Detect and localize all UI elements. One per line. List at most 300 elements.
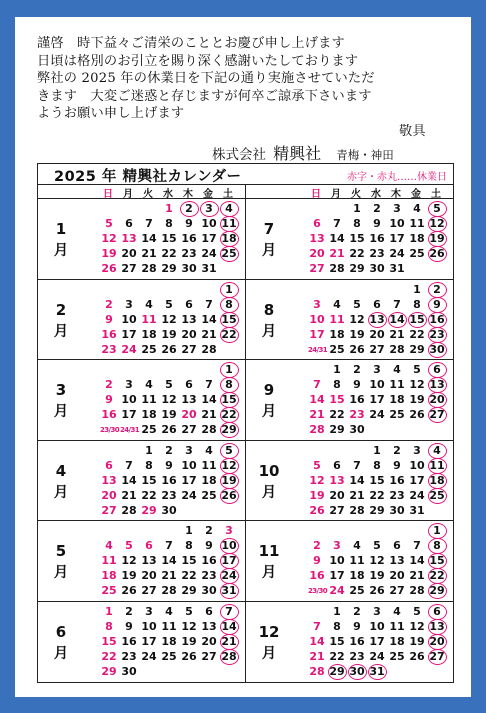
- holiday-date-circled: 9: [428, 298, 446, 312]
- holiday-date-circled: 31: [221, 584, 237, 597]
- calendar-date: 20: [309, 247, 325, 260]
- holiday-date-circled: 13: [429, 378, 445, 391]
- calendar-date: 25: [409, 247, 425, 260]
- calendar-date: 7: [205, 378, 213, 391]
- calendar-date: 16: [389, 473, 405, 487]
- calendar-date: 12: [369, 554, 385, 567]
- calendar-date: 15: [369, 473, 385, 487]
- month-number: 11: [258, 542, 280, 560]
- calendar-date: 7: [205, 297, 213, 311]
- calendar-date: 28: [409, 584, 425, 597]
- calendar-date: 19: [161, 327, 177, 341]
- calendar-date: 9: [165, 458, 173, 472]
- calendar-date: 22: [181, 569, 197, 582]
- calendar-date: 24: [389, 247, 405, 260]
- holiday-date-circled: 15: [221, 312, 237, 326]
- calendar-date: 16: [201, 554, 217, 567]
- calendar-date: 1: [165, 202, 173, 215]
- calendar-date: 26: [101, 262, 117, 275]
- calendar-date: 28: [309, 423, 325, 436]
- month-unit: 月: [53, 404, 69, 420]
- calendar-date: 21: [409, 569, 425, 582]
- calendar-date: 2: [353, 604, 361, 618]
- calendar-date: 24: [141, 649, 157, 663]
- calendar-date: 19: [349, 327, 365, 341]
- calendar-date: 10: [329, 554, 345, 567]
- greeting-line: きます 大変ご迷惑と存じますが何卒ご諒承下さいます: [37, 88, 372, 104]
- calendar-date: 27: [181, 423, 197, 436]
- calendar-date: 14: [309, 393, 325, 406]
- holiday-date-circled: 24: [221, 569, 237, 582]
- calendar-date: 28: [329, 262, 345, 275]
- calendar-date: 22: [101, 649, 117, 663]
- calendar-date: 5: [165, 297, 173, 311]
- calendar-date: 16: [309, 569, 325, 582]
- month-number: 6: [55, 622, 67, 641]
- calendar-date: 5: [353, 297, 361, 311]
- calendar-date: 20: [329, 488, 345, 502]
- calendar-date: 25: [141, 342, 157, 356]
- greeting-letter: [37, 35, 457, 139]
- calendar-date: 21: [349, 488, 365, 502]
- holiday-date-circled: 5: [428, 202, 446, 216]
- calendar-date: 29: [161, 262, 177, 275]
- corp-prefix: 株式会社: [212, 147, 266, 163]
- calendar-date: 22: [349, 247, 365, 260]
- calendar-date: 4: [105, 539, 113, 552]
- calendar-date: 3: [393, 202, 401, 215]
- calendar-date: 6: [205, 604, 213, 618]
- calendar-date: 11: [101, 554, 117, 567]
- month-number: 7: [263, 220, 275, 238]
- calendar-date: 6: [125, 217, 133, 230]
- calendar-date: 25: [329, 342, 345, 356]
- month-number: 2: [55, 300, 67, 319]
- calendar-date: 3: [145, 604, 153, 618]
- holiday-date-circled: 22: [221, 327, 237, 341]
- calendar-date: 27: [101, 503, 117, 517]
- calendar-date: 13: [309, 232, 325, 245]
- month-block: [246, 521, 453, 602]
- calendar-date: 12: [349, 312, 365, 326]
- calendar-date: 9: [185, 217, 193, 230]
- weekday-label: 金: [203, 189, 213, 200]
- calendar-date: 8: [413, 297, 421, 311]
- month-number: 9: [263, 381, 275, 399]
- month-block: [246, 441, 453, 522]
- calendar-date: 12: [309, 473, 325, 487]
- holiday-date-circled: 29: [329, 664, 345, 678]
- holiday-date-circled: 13: [429, 619, 445, 633]
- weekday-label: 日: [311, 189, 321, 200]
- calendar-date: 5: [413, 604, 421, 618]
- calendar-date: 29: [141, 503, 157, 517]
- calendar-date: 18: [201, 473, 217, 487]
- company-signature: [212, 141, 394, 164]
- calendar-date: 27: [309, 262, 325, 275]
- holiday-date-circled: 18: [429, 473, 445, 487]
- calendar-date: 8: [353, 217, 361, 230]
- month-unit: 月: [261, 645, 277, 662]
- calendar-date: 12: [409, 378, 425, 391]
- holiday-date-circled: 5: [220, 444, 238, 458]
- holiday-date-circled: 1: [220, 363, 238, 377]
- holiday-date-circled: 3: [200, 202, 218, 216]
- month-label: [258, 460, 280, 504]
- calendar-date: 24: [201, 247, 217, 260]
- calendar-date: 16: [101, 327, 117, 341]
- calendar-date: 21: [121, 488, 137, 502]
- calendar-date: 4: [393, 363, 401, 376]
- holiday-date-circled: 8: [220, 378, 238, 392]
- calendar-date: 17: [121, 327, 137, 341]
- calendar-date: 9: [373, 217, 381, 230]
- calendar-date: 21: [329, 247, 345, 260]
- calendar-date: 14: [201, 393, 217, 406]
- calendar-date: 20: [121, 247, 137, 260]
- calendar-date: 22: [141, 488, 157, 502]
- holiday-legend: 赤字・赤丸……休業日: [347, 172, 447, 183]
- calendar-date: 6: [333, 458, 341, 472]
- calendar-date: 23: [349, 649, 365, 663]
- month-block: [38, 360, 245, 441]
- calendar-date: 17: [369, 393, 385, 406]
- calendar-date: 27: [389, 584, 405, 597]
- holiday-date-circled: 16: [429, 312, 445, 326]
- calendar-date: 14: [201, 312, 217, 326]
- calendar-date: 11: [389, 619, 405, 633]
- month-unit: 月: [53, 243, 69, 259]
- holiday-date-circled: 21: [221, 634, 237, 648]
- holiday-date-circled: 22: [429, 569, 445, 582]
- calendar-date: 28: [349, 503, 365, 517]
- calendar-date: 27: [141, 584, 157, 597]
- month-block: [38, 602, 245, 683]
- calendar-date: 17: [141, 634, 157, 648]
- calendar-date: 15: [181, 554, 197, 567]
- holiday-date-circled: 15: [429, 554, 445, 567]
- month-unit: 月: [53, 645, 69, 662]
- calendar-date: 18: [349, 569, 365, 582]
- month-label: [50, 299, 72, 343]
- calendar-date: 22: [369, 488, 385, 502]
- calendar-date: 25: [389, 649, 405, 663]
- calendar-date: 31: [409, 503, 425, 517]
- holiday-date-circled: 6: [428, 363, 446, 377]
- calendar-date: 10: [409, 458, 425, 472]
- calendar-date: 26: [121, 584, 137, 597]
- calendar-date: 19: [121, 569, 137, 582]
- calendar-date: 1: [185, 524, 193, 537]
- calendar-date: 25: [201, 488, 217, 502]
- calendar-date: 11: [409, 217, 425, 230]
- calendar-date: 8: [105, 619, 113, 633]
- weekday-header: [38, 185, 245, 199]
- calendar-date: 14: [121, 473, 137, 487]
- greeting-line: 弊社の 2025 年の休業日を下記の通り実施させていただ: [37, 71, 375, 87]
- calendar-date: 25: [349, 584, 365, 597]
- calendar-date: 13: [101, 473, 117, 487]
- month-block: [246, 602, 453, 683]
- calendar-date: 8: [185, 539, 193, 552]
- calendar-date: 6: [185, 297, 193, 311]
- month-number: 1: [55, 220, 67, 238]
- calendar-date: 11: [141, 393, 157, 406]
- calendar-date: 5: [105, 217, 113, 230]
- calendar-date: 19: [369, 569, 385, 582]
- calendar-date: 7: [165, 539, 173, 552]
- holiday-date-circled: 7: [220, 605, 238, 619]
- month-label: [258, 540, 280, 584]
- calendar-date: 15: [329, 393, 345, 406]
- calendar-date: 14: [329, 232, 345, 245]
- calendar-date: 21: [389, 327, 405, 341]
- month-number: 12: [258, 622, 280, 641]
- weekday-label: 土: [223, 189, 233, 200]
- holiday-date-circled: 26: [221, 488, 237, 502]
- calendar-header: [38, 164, 453, 185]
- calendar-date: 11: [329, 312, 345, 326]
- calendar-date: 21: [309, 649, 325, 663]
- calendar-date: 8: [165, 217, 173, 230]
- holiday-date-circled: 27: [429, 649, 445, 663]
- calendar-date: 23: [101, 342, 117, 356]
- holiday-date-circled: 14: [221, 619, 237, 633]
- weekday-label: 木: [391, 189, 401, 200]
- calendar-date: 19: [409, 393, 425, 406]
- calendar-date: 4: [333, 297, 341, 311]
- greeting-line: 日頃は格別のお引立を賜り深く感謝いたしております: [37, 53, 359, 69]
- calendar-right-column: [246, 185, 453, 682]
- calendar-date: 22: [161, 247, 177, 260]
- calendar-date: 30: [181, 262, 197, 275]
- calendar-date: 24/31: [308, 345, 328, 354]
- calendar-date: 3: [333, 539, 341, 552]
- calendar-date: 22: [329, 408, 345, 421]
- calendar-date: 13: [181, 312, 197, 326]
- calendar-date: 26: [181, 649, 197, 663]
- calendar-date: 24: [329, 584, 345, 597]
- calendar-date: 12: [409, 619, 425, 633]
- holiday-date-circled: 1: [428, 524, 446, 538]
- calendar-date: 20: [141, 569, 157, 582]
- holiday-date-circled: 20: [429, 634, 445, 648]
- calendar-date: 4: [393, 604, 401, 618]
- calendar-date: 28: [389, 342, 405, 356]
- calendar-date: 17: [389, 232, 405, 245]
- calendar-date: 30: [161, 503, 177, 517]
- calendar-date: 6: [313, 217, 321, 230]
- calendar-date: 8: [333, 619, 341, 633]
- month-block: [38, 441, 245, 522]
- weekday-label: 火: [351, 189, 361, 200]
- company-name: 精興社: [273, 144, 322, 163]
- weekday-label: 木: [183, 189, 193, 200]
- holiday-date-circled: 22: [221, 408, 237, 421]
- calendar-date: 13: [329, 473, 345, 487]
- calendar-date: 19: [161, 408, 177, 421]
- month-block: [38, 521, 245, 602]
- calendar-date: 9: [125, 619, 133, 633]
- month-number: 5: [55, 542, 67, 560]
- calendar-date: 7: [333, 217, 341, 230]
- calendar-date: 30: [389, 503, 405, 517]
- calendar-date: 24: [409, 488, 425, 502]
- calendar-date: 7: [125, 458, 133, 472]
- calendar-date: 11: [161, 619, 177, 633]
- weekday-label: 火: [143, 189, 153, 200]
- calendar-date: 21: [201, 327, 217, 341]
- month-label: [258, 299, 280, 343]
- calendar-date: 25: [389, 408, 405, 421]
- calendar-date: 9: [205, 539, 213, 552]
- calendar-date: 29: [369, 503, 385, 517]
- calendar-date: 4: [353, 539, 361, 552]
- weekday-header: [246, 185, 453, 199]
- month-label: [258, 218, 280, 262]
- holiday-date-circled: 20: [429, 393, 445, 406]
- calendar-date: 7: [313, 619, 321, 633]
- calendar-date: 21: [141, 247, 157, 260]
- month-label: [50, 621, 72, 665]
- calendar-date: 6: [373, 297, 381, 311]
- calendar-date: 7: [413, 539, 421, 552]
- calendar-date: 19: [181, 634, 197, 648]
- calendar-date: 16: [181, 232, 197, 245]
- calendar-date: 13: [201, 619, 217, 633]
- holiday-date-circled: 26: [429, 247, 445, 260]
- month-unit: 月: [53, 323, 69, 340]
- calendar-date: 10: [309, 312, 325, 326]
- calendar-date: 23: [181, 247, 197, 260]
- calendar-date: 6: [185, 378, 193, 391]
- calendar-date: 10: [181, 458, 197, 472]
- calendar-date: 18: [161, 634, 177, 648]
- holiday-date-circled: 31: [369, 664, 385, 678]
- calendar-date: 20: [201, 634, 217, 648]
- calendar-date: 27: [201, 649, 217, 663]
- month-label: [50, 218, 72, 262]
- calendar-date: 20: [369, 327, 385, 341]
- calendar-date: 2: [373, 202, 381, 215]
- calendar-date: 26: [409, 408, 425, 421]
- calendar-date: 5: [313, 458, 321, 472]
- calendar-date: 24: [369, 649, 385, 663]
- calendar-date: 14: [309, 634, 325, 648]
- calendar-date: 21: [309, 408, 325, 421]
- calendar-date: 4: [205, 443, 213, 457]
- calendar-date: 3: [413, 443, 421, 457]
- calendar-date: 14: [349, 473, 365, 487]
- calendar-date: 2: [105, 378, 113, 391]
- holiday-date-circled: 1: [220, 283, 238, 297]
- calendar-date: 26: [161, 342, 177, 356]
- calendar-date: 2: [313, 539, 321, 552]
- calendar-date: 8: [145, 458, 153, 472]
- holiday-date-circled: 2: [428, 283, 446, 297]
- holiday-date-circled: 8: [428, 539, 446, 553]
- greeting-line: ようお願い申し上げます: [37, 106, 185, 122]
- weekday-label: 月: [123, 189, 133, 200]
- calendar-date: 17: [309, 327, 325, 341]
- calendar-date: 6: [393, 539, 401, 552]
- calendar-date: 16: [349, 634, 365, 648]
- holiday-date-circled: 6: [428, 605, 446, 619]
- calendar-date: 5: [373, 539, 381, 552]
- calendar-date: 14: [161, 554, 177, 567]
- calendar-date: 1: [105, 604, 113, 618]
- calendar-date: 5: [185, 604, 193, 618]
- weekday-label: 金: [411, 189, 421, 200]
- calendar-date: 10: [121, 393, 137, 406]
- calendar-date: 1: [413, 282, 421, 296]
- holiday-date-circled: 27: [429, 408, 445, 421]
- month-number: 4: [55, 461, 67, 480]
- calendar-date: 27: [329, 503, 345, 517]
- calendar-date: 15: [101, 634, 117, 648]
- calendar-date: 26: [161, 423, 177, 436]
- calendar-date: 2: [205, 524, 213, 537]
- calendar-date: 6: [105, 458, 113, 472]
- month-block: [246, 360, 453, 441]
- calendar-date: 29: [329, 423, 345, 436]
- calendar-date: 18: [329, 327, 345, 341]
- calendar-date: 8: [333, 378, 341, 391]
- calendar-date: 20: [101, 488, 117, 502]
- month-unit: 月: [261, 323, 277, 340]
- calendar-date: 31: [389, 262, 405, 275]
- calendar-date: 24: [181, 488, 197, 502]
- calendar-date: 9: [353, 378, 361, 391]
- holiday-date-circled: 28: [221, 649, 237, 663]
- calendar-date: 25: [161, 649, 177, 663]
- holiday-date-circled: 12: [221, 458, 237, 472]
- calendar-date: 28: [201, 342, 217, 356]
- holiday-date-circled: 15: [221, 393, 237, 406]
- calendar-date: 21: [161, 569, 177, 582]
- calendar-date: 27: [181, 342, 197, 356]
- calendar-left-column: [38, 185, 246, 682]
- calendar-date: 4: [145, 378, 153, 391]
- month-label: [50, 460, 72, 504]
- calendar-date: 26: [309, 503, 325, 517]
- month-unit: 月: [261, 484, 277, 501]
- holiday-date-circled: 2: [180, 202, 198, 216]
- calendar-date: 2: [353, 363, 361, 376]
- weekday-label: 水: [163, 189, 173, 200]
- calendar-date: 22: [329, 649, 345, 663]
- calendar-date: 10: [141, 619, 157, 633]
- calendar-date: 26: [369, 584, 385, 597]
- calendar-date: 25: [141, 423, 157, 436]
- holiday-date-circled: 18: [221, 232, 237, 245]
- company-locations: 青梅・神田: [336, 148, 394, 162]
- calendar-date: 20: [181, 327, 197, 341]
- holiday-date-circled: 19: [429, 232, 445, 245]
- calendar-title: 2025 年 精興社カレンダー: [54, 169, 242, 185]
- calendar-date: 16: [121, 634, 137, 648]
- holiday-date-circled: 11: [221, 217, 237, 230]
- weekday-label: 日: [103, 189, 113, 200]
- month-block: [38, 280, 245, 361]
- calendar-date: 15: [161, 232, 177, 245]
- calendar-date: 5: [165, 378, 173, 391]
- calendar-date: 15: [329, 634, 345, 648]
- calendar-date: 7: [353, 458, 361, 472]
- calendar-date: 3: [125, 378, 133, 391]
- holiday-date-circled: 4: [428, 444, 446, 458]
- calendar-date: 24/31: [120, 426, 140, 434]
